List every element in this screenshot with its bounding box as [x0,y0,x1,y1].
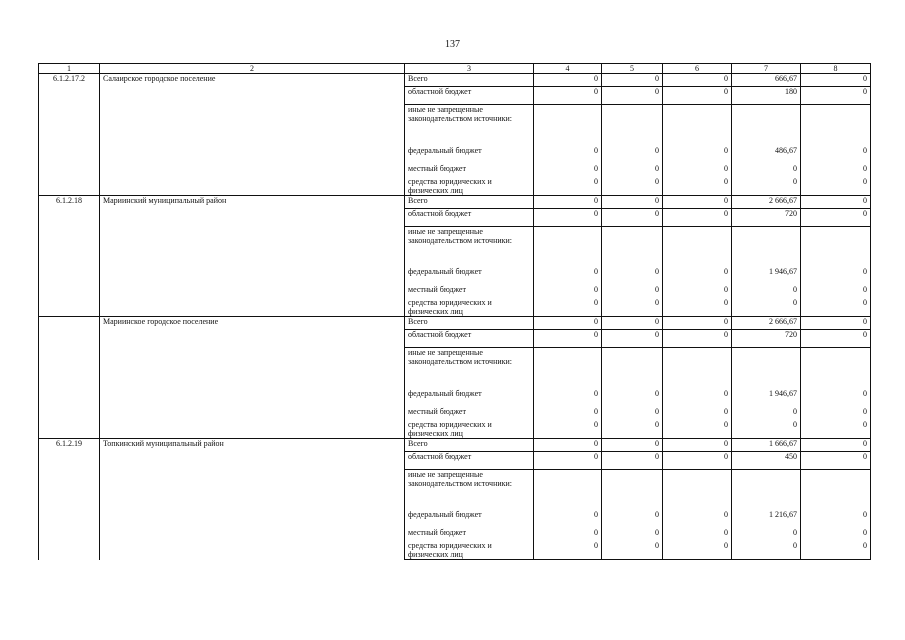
amount-v5: 0 [602,451,663,469]
amount-v6: 0 [663,74,732,87]
amount-v5 [602,105,663,146]
amount-v6: 0 [663,389,732,407]
amount-v6 [663,105,732,146]
amount-v7: 2 666,67 [732,317,801,330]
amount-v5: 0 [602,510,663,528]
amount-v7 [732,469,801,510]
funding-source: иные не запрещенные законодательством источники: [405,348,534,389]
amount-v4: 0 [534,208,602,226]
funding-source: федеральный бюджет [405,510,534,528]
item-code: 6.1.2.17.2 [39,74,100,196]
amount-v4: 0 [534,528,602,541]
amount-v4: 0 [534,407,602,420]
funding-source: средства юридических и физических лиц [405,298,534,317]
column-header: 4 [534,64,602,74]
funding-source: Всего [405,438,534,451]
amount-v5: 0 [602,330,663,348]
amount-v8: 0 [801,541,871,560]
table-row [39,195,871,208]
amount-v7: 180 [732,87,801,105]
amount-v4: 0 [534,87,602,105]
amount-v5: 0 [602,177,663,196]
amount-v8 [801,348,871,389]
amount-v8: 0 [801,438,871,451]
amount-v8: 0 [801,420,871,439]
amount-v6: 0 [663,510,732,528]
amount-v5: 0 [602,541,663,560]
table-row [39,317,871,330]
amount-v5: 0 [602,208,663,226]
amount-v7: 1 946,67 [732,267,801,285]
amount-v4: 0 [534,389,602,407]
amount-v6 [663,469,732,510]
amount-v5: 0 [602,146,663,164]
amount-v6: 0 [663,330,732,348]
amount-v4: 0 [534,317,602,330]
amount-v6: 0 [663,451,732,469]
amount-v4: 0 [534,510,602,528]
amount-v4: 0 [534,298,602,317]
amount-v8: 0 [801,177,871,196]
amount-v5: 0 [602,74,663,87]
amount-v4: 0 [534,267,602,285]
amount-v6: 0 [663,420,732,439]
column-header: 8 [801,64,871,74]
table-row [39,438,871,451]
amount-v8: 0 [801,267,871,285]
funding-source: местный бюджет [405,528,534,541]
amount-v8: 0 [801,510,871,528]
funding-source: иные не запрещенные законодательством источники: [405,469,534,510]
item-name: Топкинский муниципальный район [100,438,405,560]
amount-v8: 0 [801,285,871,298]
column-header: 2 [100,64,405,74]
amount-v6: 0 [663,195,732,208]
amount-v8: 0 [801,146,871,164]
funding-source: местный бюджет [405,285,534,298]
funding-source: федеральный бюджет [405,267,534,285]
amount-v7: 486,67 [732,146,801,164]
amount-v7: 2 666,67 [732,195,801,208]
amount-v4 [534,348,602,389]
item-code: 6.1.2.18 [39,195,100,317]
amount-v5 [602,469,663,510]
amount-v7: 0 [732,407,801,420]
amount-v4: 0 [534,420,602,439]
funding-source: иные не запрещенные законодательством источники: [405,105,534,146]
amount-v8: 0 [801,407,871,420]
amount-v5 [602,348,663,389]
amount-v7: 0 [732,177,801,196]
column-header: 3 [405,64,534,74]
amount-v4: 0 [534,74,602,87]
amount-v4 [534,105,602,146]
amount-v7: 1 666,67 [732,438,801,451]
amount-v4: 0 [534,146,602,164]
amount-v8: 0 [801,389,871,407]
amount-v4 [534,469,602,510]
amount-v5: 0 [602,438,663,451]
amount-v7 [732,348,801,389]
item-code [39,317,100,439]
funding-source: местный бюджет [405,164,534,177]
amount-v5: 0 [602,407,663,420]
amount-v8: 0 [801,330,871,348]
amount-v4: 0 [534,164,602,177]
amount-v8: 0 [801,164,871,177]
amount-v6: 0 [663,528,732,541]
amount-v8: 0 [801,195,871,208]
table-body [39,74,871,560]
amount-v8: 0 [801,74,871,87]
funding-source: Всего [405,74,534,87]
amount-v6 [663,348,732,389]
amount-v6 [663,226,732,267]
amount-v5 [602,226,663,267]
amount-v8: 0 [801,451,871,469]
page-number: 137 [445,39,460,50]
amount-v7: 720 [732,330,801,348]
amount-v5: 0 [602,528,663,541]
funding-source: иные не запрещенные законодательством источники: [405,226,534,267]
amount-v8: 0 [801,528,871,541]
amount-v4: 0 [534,438,602,451]
amount-v7: 1 946,67 [732,389,801,407]
amount-v7: 0 [732,541,801,560]
amount-v6: 0 [663,407,732,420]
funding-source: местный бюджет [405,407,534,420]
amount-v4: 0 [534,177,602,196]
column-header-row [39,64,871,74]
amount-v6: 0 [663,208,732,226]
amount-v7 [732,105,801,146]
budget-table [38,63,871,560]
funding-source: областной бюджет [405,208,534,226]
amount-v6: 0 [663,285,732,298]
amount-v8: 0 [801,317,871,330]
column-header: 5 [602,64,663,74]
amount-v4: 0 [534,451,602,469]
funding-source: средства юридических и физических лиц [405,177,534,196]
funding-source: федеральный бюджет [405,146,534,164]
column-header: 1 [39,64,100,74]
item-name: Салаирское городское поселение [100,74,405,196]
amount-v7: 666,67 [732,74,801,87]
amount-v7: 450 [732,451,801,469]
amount-v6: 0 [663,164,732,177]
column-header: 6 [663,64,732,74]
amount-v8: 0 [801,298,871,317]
amount-v4: 0 [534,330,602,348]
amount-v7: 0 [732,164,801,177]
amount-v4 [534,226,602,267]
item-code: 6.1.2.19 [39,438,100,560]
amount-v5: 0 [602,420,663,439]
amount-v6: 0 [663,298,732,317]
amount-v8 [801,226,871,267]
amount-v7: 0 [732,285,801,298]
amount-v5: 0 [602,267,663,285]
funding-source: областной бюджет [405,330,534,348]
amount-v5: 0 [602,87,663,105]
amount-v8 [801,105,871,146]
funding-source: областной бюджет [405,451,534,469]
amount-v8 [801,469,871,510]
amount-v5: 0 [602,389,663,407]
amount-v6: 0 [663,267,732,285]
amount-v7: 0 [732,420,801,439]
amount-v6: 0 [663,146,732,164]
amount-v5: 0 [602,317,663,330]
amount-v6: 0 [663,177,732,196]
amount-v5: 0 [602,195,663,208]
amount-v7 [732,226,801,267]
amount-v4: 0 [534,541,602,560]
amount-v4: 0 [534,195,602,208]
amount-v5: 0 [602,164,663,177]
item-name: Мариинский муниципальный район [100,195,405,317]
amount-v8: 0 [801,87,871,105]
amount-v5: 0 [602,285,663,298]
amount-v6: 0 [663,438,732,451]
amount-v6: 0 [663,541,732,560]
amount-v6: 0 [663,317,732,330]
amount-v7: 0 [732,528,801,541]
amount-v4: 0 [534,285,602,298]
amount-v7: 0 [732,298,801,317]
amount-v8: 0 [801,208,871,226]
amount-v7: 720 [732,208,801,226]
table-row [39,74,871,87]
funding-source: средства юридических и физических лиц [405,541,534,560]
amount-v6: 0 [663,87,732,105]
funding-source: областной бюджет [405,87,534,105]
amount-v7: 1 216,67 [732,510,801,528]
funding-source: Всего [405,317,534,330]
funding-source: федеральный бюджет [405,389,534,407]
funding-source: Всего [405,195,534,208]
column-header: 7 [732,64,801,74]
amount-v5: 0 [602,298,663,317]
funding-source: средства юридических и физических лиц [405,420,534,439]
item-name: Мариинское городское поселение [100,317,405,439]
